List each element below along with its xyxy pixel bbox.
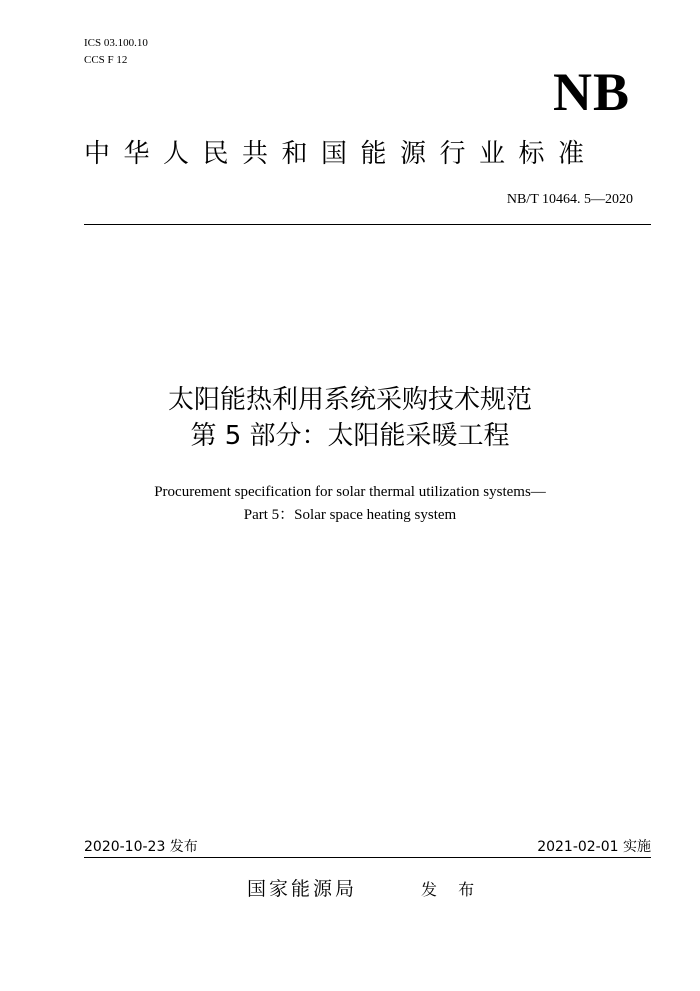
standard-type-heading: 中华人民共和国能源行业标准 — [84, 139, 598, 169]
chinese-title-line-2: 第 5 部分：太阳能采暖工程 — [190, 421, 510, 451]
implementation-date: 2021-02-01 实施 — [537, 839, 651, 855]
footer-divider — [84, 857, 651, 858]
nb-logo: NB — [552, 62, 630, 122]
publish-label: 发 布 — [421, 880, 483, 899]
header-divider — [84, 224, 651, 225]
publisher-name: 国家能源局 — [247, 878, 358, 900]
chinese-title-line-1: 太阳能热利用系统采购技术规范 — [167, 385, 532, 415]
english-title-line-2: Part 5：Solar space heating system — [243, 507, 457, 523]
ccs-code: CCS F 12 — [84, 54, 128, 66]
standard-number: NB/T 10464. 5—2020 — [506, 192, 633, 207]
issue-date: 2020-10-23 发布 — [84, 839, 198, 855]
ics-code: ICS 03.100.10 — [84, 37, 148, 49]
english-title-line-1: Procurement specification for solar thermal utilization systems— — [154, 484, 546, 500]
